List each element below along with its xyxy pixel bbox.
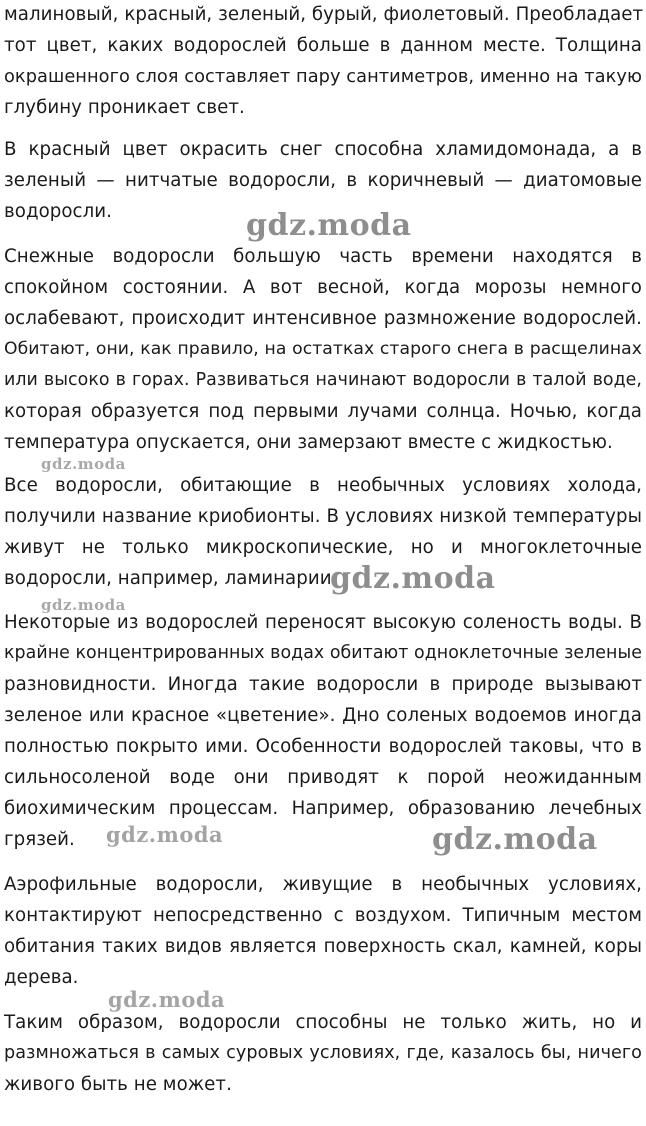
paragraph-line: Обитают, они, как правило, на остатках старого снега в расщелинах bbox=[4, 339, 642, 359]
paragraph-line: полностью покрыто ими. Особенности водорослей таковы, что в bbox=[4, 736, 642, 757]
paragraph-line: или высоко в горах. Развиваться начинают водоросли в талой воде, bbox=[4, 370, 642, 390]
paragraph-line: сильносоленой воде они приводят к порой неожиданным bbox=[4, 767, 642, 788]
paragraph-line: Снежные водоросли большую часть времени находятся в bbox=[4, 246, 642, 267]
paragraph-line: живого быть не может. bbox=[4, 1074, 232, 1095]
paragraph-line: обитания таких видов является поверхность скал, камней, коры bbox=[4, 936, 642, 957]
watermark: gdz.moda bbox=[432, 822, 598, 857]
paragraph-line: тот цвет, каких водорослей больше в данном месте. Толщина bbox=[4, 35, 642, 56]
paragraph-4 bbox=[4, 470, 642, 594]
paragraph-1 bbox=[4, 0, 642, 123]
watermark: gdz.moda bbox=[41, 455, 126, 473]
paragraph-6 bbox=[4, 869, 642, 993]
paragraph-2 bbox=[4, 134, 642, 227]
paragraph-line: спокойном состоянии. А вот весной, когда морозы немного bbox=[4, 277, 642, 298]
paragraph-line: крайне концентрированных водах обитают одноклеточные зеленые bbox=[4, 643, 642, 663]
watermark: gdz.moda bbox=[108, 987, 226, 1012]
paragraph-line: дерева. bbox=[4, 967, 79, 988]
paragraph-line: биохимическим процессам. Например, образованию лечебных bbox=[4, 798, 642, 819]
paragraph-line: Некоторые из водорослей переносят высокую соленость воды. В bbox=[4, 612, 642, 633]
paragraph-5 bbox=[4, 607, 642, 855]
watermark: gdz.moda bbox=[106, 822, 224, 847]
paragraph-line: водоросли. bbox=[4, 201, 112, 222]
paragraph-line: глубину проникает свет. bbox=[4, 97, 245, 118]
paragraph-line: температура опускается, они замерзают вместе с жидкостью. bbox=[4, 432, 613, 453]
paragraph-line: малиновый, красный, зеленый, бурый, фиолетовый. Преобладает bbox=[4, 4, 644, 25]
paragraph-line: разновидности. Иногда такие водоросли в природе вызывают bbox=[4, 674, 642, 695]
paragraph-line: водоросли, например, ламинарии. bbox=[4, 568, 338, 589]
paragraph-line: получили название криобионты. В условиях низкой температуры bbox=[4, 506, 642, 527]
paragraph-line: зеленый — нитчатые водоросли, в коричневый — диатомовые bbox=[4, 170, 642, 191]
paragraph-line: размножаться в самых суровых условиях, где, казалось бы, ничего bbox=[4, 1043, 642, 1063]
watermark: gdz.moda bbox=[330, 561, 496, 596]
paragraph-line: ослабевают, происходит интенсивное размножение водорослей. bbox=[4, 308, 642, 329]
paragraph-line: Таким образом, водоросли способны не только жить, но и bbox=[4, 1012, 642, 1033]
watermark: gdz.moda bbox=[246, 208, 412, 243]
paragraph-line: которая образуется под первыми лучами солнца. Ночью, когда bbox=[4, 401, 642, 422]
paragraph-line: грязей. bbox=[4, 829, 75, 850]
paragraph-line: живут не только микроскопические, но и многоклеточные bbox=[4, 537, 642, 558]
paragraph-line: контактируют непосредственно с воздухом. Типичным местом bbox=[4, 905, 642, 926]
paragraph-line: В красный цвет окрасить снег способна хламидомонада, а в bbox=[4, 139, 642, 160]
paragraph-line: Аэрофильные водоросли, живущие в необычных условиях, bbox=[4, 874, 642, 895]
watermark: gdz.moda bbox=[41, 596, 126, 614]
paragraph-line: окрашенного слоя составляет пару сантиметров, именно на такую bbox=[4, 66, 642, 87]
paragraph-3 bbox=[4, 241, 642, 458]
paragraph-7 bbox=[4, 1007, 642, 1100]
paragraph-line: Все водоросли, обитающие в необычных условиях холода, bbox=[4, 475, 642, 496]
paragraph-line: зеленое или красное «цветение». Дно соленых водоемов иногда bbox=[4, 705, 642, 726]
